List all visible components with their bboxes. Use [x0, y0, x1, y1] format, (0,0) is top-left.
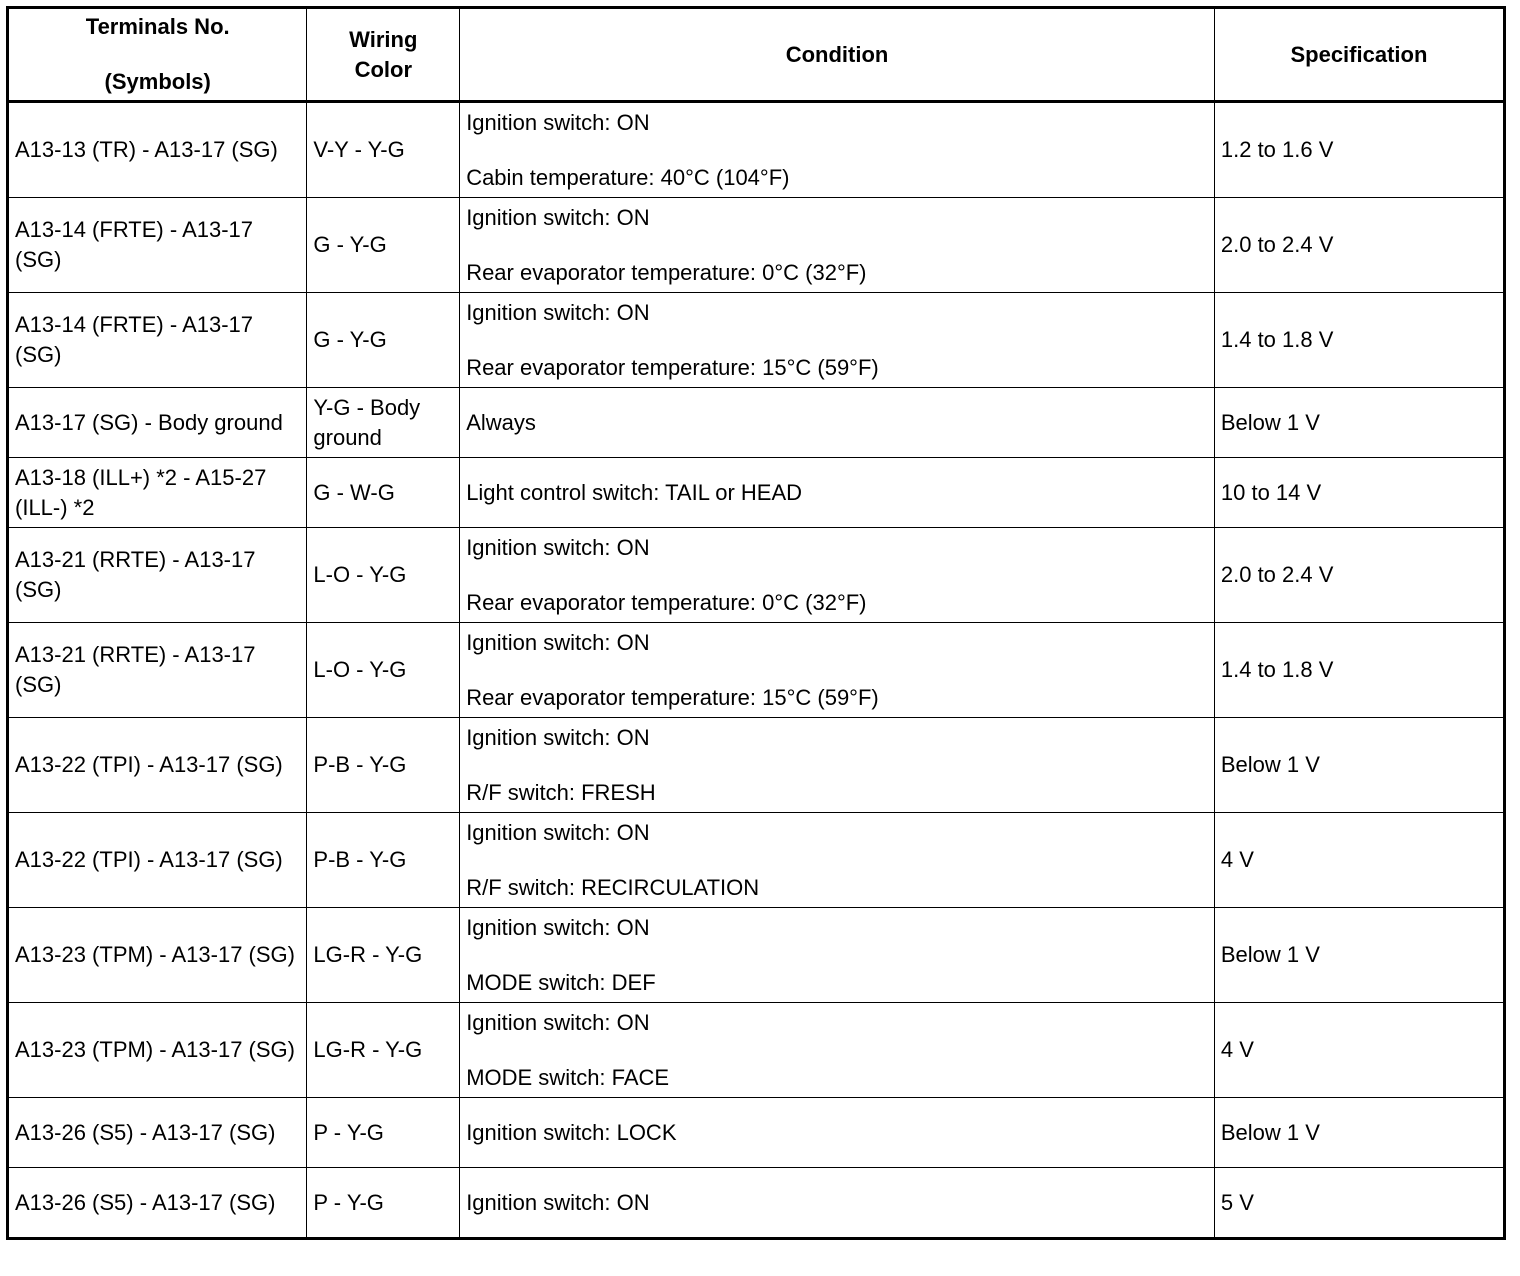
- table-row: [8, 293, 1505, 388]
- wiring-color-cell: G - Y-G: [307, 198, 460, 293]
- condition-line-1: Ignition switch: ON: [466, 629, 650, 655]
- terminal-cell: A13-22 (TPI) - A13-17 (SG): [8, 813, 307, 908]
- wiring-color-cell: G - W-G: [307, 458, 460, 528]
- condition-cell: [460, 198, 1215, 293]
- terminal-spec-table: [6, 6, 1506, 1240]
- wiring-color-cell: LG-R - Y-G: [307, 1003, 460, 1098]
- wiring-color-cell: L-O - Y-G: [307, 528, 460, 623]
- table-row: [8, 1003, 1505, 1098]
- specification-cell: 2.0 to 2.4 V: [1214, 198, 1504, 293]
- header-terminals-line2: (Symbols): [104, 69, 211, 94]
- table-row: [8, 813, 1505, 908]
- condition-cell: [460, 528, 1215, 623]
- condition-line-2: MODE switch: FACE: [466, 1064, 670, 1090]
- wiring-color-cell: L-O - Y-G: [307, 623, 460, 718]
- table-row: [8, 718, 1505, 813]
- condition-cell: [460, 102, 1215, 198]
- condition-line-1: Ignition switch: ON: [466, 204, 650, 230]
- condition-line-1: Ignition switch: ON: [466, 819, 650, 845]
- condition-cell: [460, 458, 1215, 528]
- specification-cell: Below 1 V: [1214, 908, 1504, 1003]
- terminal-cell: A13-21 (RRTE) - A13-17 (SG): [8, 623, 307, 718]
- condition-line-1: Ignition switch: ON: [466, 299, 650, 325]
- terminal-cell: A13-23 (TPM) - A13-17 (SG): [8, 908, 307, 1003]
- table-row: [8, 198, 1505, 293]
- condition-line-1: Ignition switch: ON: [466, 109, 650, 135]
- wiring-color-cell: G - Y-G: [307, 293, 460, 388]
- terminal-cell: A13-23 (TPM) - A13-17 (SG): [8, 1003, 307, 1098]
- specification-cell: 1.4 to 1.8 V: [1214, 623, 1504, 718]
- table-row: [8, 623, 1505, 718]
- header-wiring-line2: Color: [354, 56, 413, 82]
- wiring-color-cell: P - Y-G: [307, 1168, 460, 1239]
- specification-cell: 2.0 to 2.4 V: [1214, 528, 1504, 623]
- terminal-cell: A13-22 (TPI) - A13-17 (SG): [8, 718, 307, 813]
- condition-line-2: Rear evaporator temperature: 0°C (32°F): [466, 589, 867, 615]
- specification-cell: 4 V: [1214, 1003, 1504, 1098]
- header-specification: Specification: [1214, 8, 1504, 102]
- specification-cell: 1.4 to 1.8 V: [1214, 293, 1504, 388]
- header-terminals: [8, 8, 307, 102]
- header-wiring-color: [307, 8, 460, 102]
- condition-cell: [460, 1003, 1215, 1098]
- table-row: [8, 908, 1505, 1003]
- condition-line-1: Always: [466, 409, 536, 435]
- condition-cell: [460, 908, 1215, 1003]
- terminal-cell: A13-14 (FRTE) - A13-17 (SG): [8, 293, 307, 388]
- header-wiring-line1: Wiring: [349, 26, 418, 52]
- specification-cell: 10 to 14 V: [1214, 458, 1504, 528]
- terminal-cell: A13-14 (FRTE) - A13-17 (SG): [8, 198, 307, 293]
- terminal-cell: A13-18 (ILL+) *2 - A15-27 (ILL-) *2: [8, 458, 307, 528]
- terminal-cell: A13-26 (S5) - A13-17 (SG): [8, 1168, 307, 1239]
- condition-line-1: Ignition switch: ON: [466, 534, 650, 560]
- condition-line-1: Ignition switch: ON: [466, 1009, 650, 1035]
- specification-cell: Below 1 V: [1214, 388, 1504, 458]
- condition-line-1: Light control switch: TAIL or HEAD: [466, 479, 803, 505]
- condition-cell: [460, 813, 1215, 908]
- condition-line-1: Ignition switch: ON: [466, 724, 650, 750]
- condition-line-2: MODE switch: DEF: [466, 969, 656, 995]
- terminal-cell: A13-17 (SG) - Body ground: [8, 388, 307, 458]
- terminal-cell: A13-21 (RRTE) - A13-17 (SG): [8, 528, 307, 623]
- condition-cell: [460, 293, 1215, 388]
- condition-line-2: Rear evaporator temperature: 0°C (32°F): [466, 259, 867, 285]
- condition-cell: [460, 623, 1215, 718]
- condition-line-2: Rear evaporator temperature: 15°C (59°F): [466, 684, 879, 710]
- table-row: [8, 102, 1505, 198]
- specification-cell: Below 1 V: [1214, 1098, 1504, 1168]
- condition-line-1: Ignition switch: LOCK: [466, 1119, 677, 1145]
- terminal-cell: A13-13 (TR) - A13-17 (SG): [8, 102, 307, 198]
- condition-line-1: Ignition switch: ON: [466, 914, 650, 940]
- wiring-color-cell: P-B - Y-G: [307, 813, 460, 908]
- wiring-color-cell: Y-G - Body ground: [307, 388, 460, 458]
- specification-cell: Below 1 V: [1214, 718, 1504, 813]
- condition-line-2: Cabin temperature: 40°C (104°F): [466, 164, 790, 190]
- specification-cell: 1.2 to 1.6 V: [1214, 102, 1504, 198]
- header-terminals-line1: Terminals No.: [85, 14, 230, 39]
- table-row: [8, 388, 1505, 458]
- condition-cell: [460, 718, 1215, 813]
- condition-line-2: R/F switch: FRESH: [466, 779, 656, 805]
- condition-cell: [460, 1098, 1215, 1168]
- condition-cell: [460, 1168, 1215, 1239]
- wiring-color-cell: P-B - Y-G: [307, 718, 460, 813]
- wiring-color-cell: P - Y-G: [307, 1098, 460, 1168]
- table-body: [8, 102, 1505, 1239]
- wiring-color-cell: V-Y - Y-G: [307, 102, 460, 198]
- condition-line-2: Rear evaporator temperature: 15°C (59°F): [466, 354, 879, 380]
- table-row: [8, 1098, 1505, 1168]
- condition-line-2: R/F switch: RECIRCULATION: [466, 874, 760, 900]
- header-condition: Condition: [460, 8, 1215, 102]
- condition-line-1: Ignition switch: ON: [466, 1189, 650, 1215]
- specification-cell: 5 V: [1214, 1168, 1504, 1239]
- terminal-cell: A13-26 (S5) - A13-17 (SG): [8, 1098, 307, 1168]
- table-row: [8, 458, 1505, 528]
- specification-cell: 4 V: [1214, 813, 1504, 908]
- table-header-row: [8, 8, 1505, 102]
- table-row: [8, 1168, 1505, 1239]
- table-row: [8, 528, 1505, 623]
- wiring-color-cell: LG-R - Y-G: [307, 908, 460, 1003]
- condition-cell: [460, 388, 1215, 458]
